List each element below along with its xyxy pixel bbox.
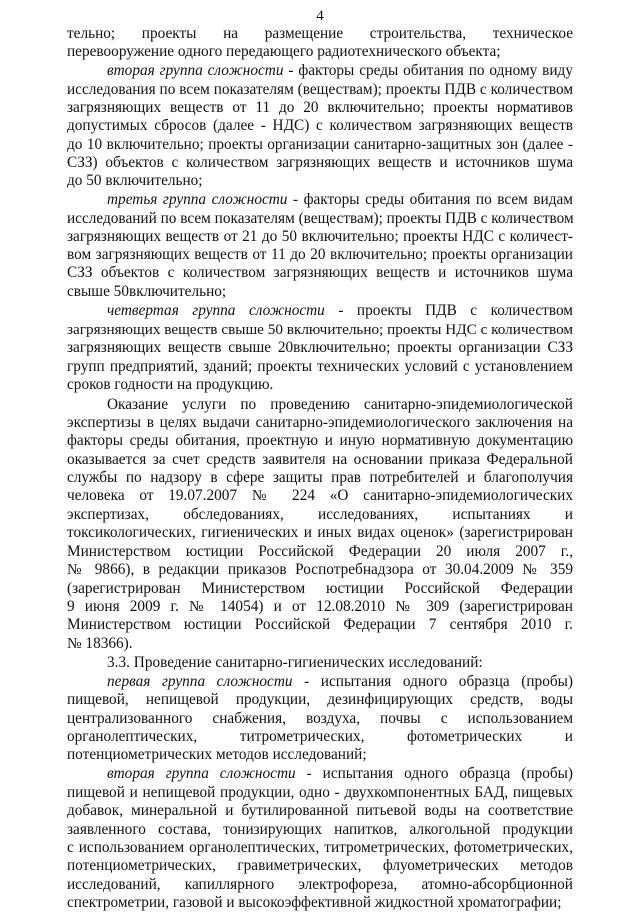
text-line bbox=[67, 450, 573, 470]
text-line bbox=[67, 135, 573, 155]
text-span: допустимых сбросов (далее - НДС) с количеством загрязняющих веществ bbox=[67, 117, 573, 134]
text-line bbox=[67, 542, 573, 562]
text-line bbox=[67, 116, 573, 136]
text-line bbox=[67, 357, 573, 377]
text-line bbox=[107, 190, 573, 210]
text-line bbox=[107, 764, 573, 784]
text-span: потенциометрических методов исследований; bbox=[67, 746, 367, 763]
text-span: пищевой и непищевой продукции, одно - двухкомпонентных БАД, пищевых bbox=[67, 784, 573, 801]
italic-term: первая группа сложности bbox=[107, 673, 293, 690]
text-line bbox=[67, 820, 573, 840]
text-line bbox=[107, 653, 573, 673]
text-span: с использованием органолептических, титрометрических, фотометрических, bbox=[67, 839, 573, 856]
italic-term: вторая группа сложности bbox=[107, 765, 296, 782]
italic-term: вторая группа сложности bbox=[107, 62, 284, 79]
text-span: 3.3. Проведение санитарно-гигиенических исследований: bbox=[107, 654, 483, 671]
text-span: СЗЗ) объектов с количеством загрязняющих веществ и источников шума bbox=[67, 154, 573, 171]
text-span: загрязняющих веществ от 11 до 20 включительно; проекты нормативов bbox=[67, 99, 573, 116]
text-line bbox=[67, 709, 573, 729]
text-line bbox=[67, 893, 573, 913]
text-line bbox=[107, 61, 573, 81]
text-span: до 10 включительно; проекты организации санитарно-защитных зон (далее - bbox=[67, 136, 573, 153]
text-span: - испытания одного образца (пробы) bbox=[295, 765, 573, 782]
text-line bbox=[67, 153, 573, 173]
text-line bbox=[67, 745, 573, 765]
text-span: групп предприятий, зданий; проекты технических условий с установлением bbox=[67, 358, 573, 375]
text-span: Министерством юстиции Российской Федерации 7 сентября 2010 г. bbox=[67, 616, 573, 633]
text-span: 9 июня 2009 г. № 14054) и от 12.08.2010 № 309 (зарегистрирован bbox=[67, 598, 573, 615]
text-line bbox=[67, 338, 573, 358]
text-span: до 50 включительно; bbox=[67, 172, 203, 189]
text-span: - факторы среды обитания по всем видам bbox=[287, 191, 573, 208]
text-span: тельно; проекты на размещение строительства, техническое bbox=[67, 25, 573, 42]
text-span: № 18366). bbox=[67, 635, 133, 652]
text-line bbox=[67, 856, 573, 876]
text-span: органолептических, титрометрических, фотометрических и bbox=[67, 728, 573, 745]
page-number: 4 bbox=[316, 8, 324, 24]
text-line bbox=[67, 579, 573, 599]
text-line bbox=[107, 395, 573, 415]
text-span: факторы среды обитания, проектную и иную нормативную документацию bbox=[67, 432, 573, 449]
text-line bbox=[67, 560, 573, 580]
text-line bbox=[67, 171, 573, 191]
text-span: свыше 50включительно; bbox=[67, 283, 227, 300]
text-span: экспертизах, обследованиях, исследованиях, испытаниях и bbox=[67, 506, 573, 523]
text-span: - проекты ПДВ с количеством bbox=[324, 302, 573, 319]
text-span: исследований, капиллярного электрофореза, атомно-абсорбционной bbox=[67, 876, 573, 893]
text-span: исследований по всем показателям (веществам); проекты ПДВ с количеством bbox=[67, 210, 574, 227]
text-line bbox=[67, 634, 573, 654]
text-line bbox=[107, 672, 573, 692]
text-span: - испытания одного образца (пробы) bbox=[292, 673, 573, 690]
text-line bbox=[67, 413, 573, 433]
text-line bbox=[67, 263, 573, 283]
italic-term: четвертая группа сложности bbox=[107, 302, 325, 319]
text-line bbox=[67, 523, 573, 543]
text-line bbox=[67, 320, 573, 340]
text-span: перевооружение одного передающего радиотехнического объекта; bbox=[67, 43, 501, 60]
text-line bbox=[67, 98, 573, 118]
text-span: загрязняющих веществ свыше 50 включительно; проекты НДС с количеством bbox=[67, 321, 573, 338]
text-line bbox=[67, 783, 573, 803]
text-span: добавок, минеральной и бутилированной питьевой воды на соответствие bbox=[67, 802, 573, 819]
text-line bbox=[67, 875, 573, 895]
text-line bbox=[67, 209, 573, 229]
text-span: загрязняющих веществ от 21 до 50 включительно; проекты НДС с количест- bbox=[67, 228, 573, 245]
text-line bbox=[67, 227, 573, 247]
text-span: оказывается за счет средств заявителя на основании приказа Федеральной bbox=[67, 451, 573, 468]
text-line bbox=[67, 505, 573, 525]
text-line bbox=[67, 431, 573, 451]
text-line bbox=[67, 727, 573, 747]
text-span: централизованного снабжения, воздуха, почвы с использованием bbox=[67, 710, 573, 727]
text-span: Министерством юстиции Российской Федерации 20 июля 2007 г., bbox=[67, 543, 573, 560]
text-span: сроков годности на продукцию. bbox=[67, 376, 274, 393]
text-line bbox=[67, 245, 573, 265]
text-line bbox=[67, 690, 573, 710]
text-span: потенциометрических, гравиметрических, флуометрических методов bbox=[67, 857, 573, 874]
text-span: экспертизы в целях выдачи санитарно-эпидемиологического заключения на bbox=[67, 414, 573, 431]
text-span: № 9866), в редакции приказов Роспотребнадзора от 30.04.2009 № 359 bbox=[67, 561, 573, 578]
text-line bbox=[67, 838, 573, 858]
text-span: спектрометрии, газовой и высокоэффективной жидкостной хроматографии; bbox=[67, 894, 562, 911]
text-span: загрязняющих веществ свыше 20включительно; проекты организации СЗЗ bbox=[67, 339, 573, 356]
text-span: исследования по всем показателям (веществам); проекты ПДВ с количеством bbox=[67, 81, 573, 98]
text-line bbox=[67, 24, 573, 44]
text-line bbox=[67, 801, 573, 821]
text-line bbox=[67, 80, 573, 100]
text-span: службы по надзору в сфере защиты прав потребителей и благополучия bbox=[67, 469, 573, 486]
text-line bbox=[107, 301, 573, 321]
text-span: Оказание услуги по проведению санитарно-эпидемиологической bbox=[107, 396, 573, 413]
text-line bbox=[67, 597, 573, 617]
text-span: вом загрязняющих веществ от 11 до 20 включительно; проекты организации bbox=[67, 246, 573, 263]
text-line bbox=[67, 615, 573, 635]
text-span: человека от 19.07.2007 № 224 «О санитарно-эпидемиологических bbox=[67, 487, 573, 504]
text-span: заявленного состава, тонизирующих напитков, алкогольной продукции bbox=[67, 821, 573, 838]
text-span: - факторы среды обитания по одному виду bbox=[283, 62, 573, 79]
text-span: пищевой, непищевой продукции, дезинфицирующих средств, воды bbox=[67, 691, 573, 708]
text-span: (зарегистрирован Министерством юстиции Российской Федерации bbox=[67, 580, 573, 597]
text-line bbox=[67, 486, 573, 506]
text-span: СЗЗ объектов с количеством загрязняющих веществ и источников шума bbox=[67, 264, 573, 281]
text-line bbox=[67, 282, 573, 302]
text-line bbox=[67, 42, 573, 62]
text-line bbox=[67, 375, 573, 395]
text-span: токсикологических, гигиенических и иных видах оценок» (зарегистрирован bbox=[67, 524, 573, 541]
italic-term: третья группа сложности bbox=[107, 191, 288, 208]
text-line bbox=[67, 468, 573, 488]
